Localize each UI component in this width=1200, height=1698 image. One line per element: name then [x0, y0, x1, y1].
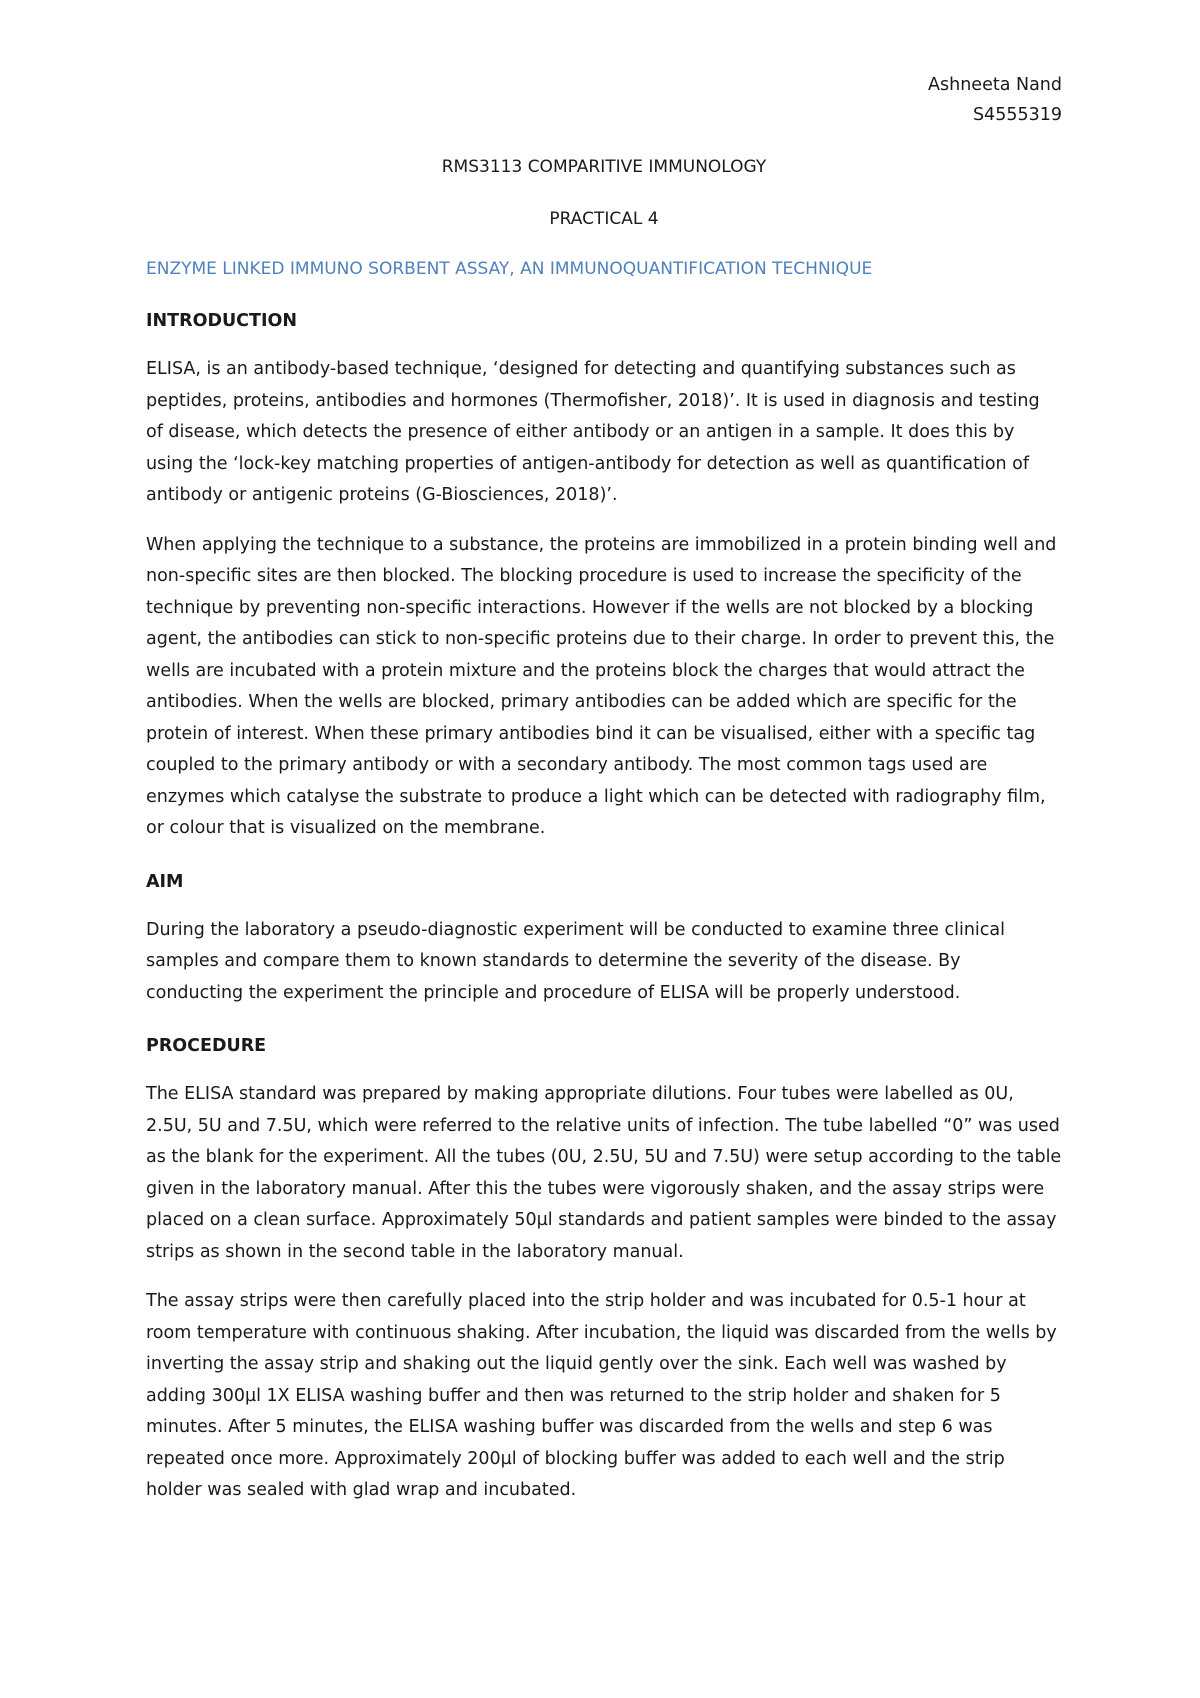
- course-title: RMS3113 COMPARITIVE IMMUNOLOGY: [441, 157, 767, 177]
- practical-number: PRACTICAL 4: [549, 209, 659, 229]
- intro-paragraph: ELISA, is an antibody-based technique, ‘designed for detecting and quantifying substances such as peptides, proteins, antibodies and hormones (Thermofisher, 2018)’. It is used in diagnosis and testing of disease, which detects the presence of either antibody or an antigen in a sample. It does this by using the ‘lock-key matching properties of antigen-antibody for detection as well as quantification of antibody or antigenic proteins (G-Biosciences, 2018)’.: [146, 359, 1040, 505]
- document-body: [146, 70, 1062, 1507]
- aim-paragraph: During the laboratory a pseudo-diagnostic experiment will be conducted to examine three clinical samples and compare them to known standards to determine the severity of the disease. By conducting the experiment the principle and procedure of ELISA will be properly understood.: [146, 919, 1006, 1003]
- heading-aim: AIM: [146, 871, 184, 892]
- heading-introduction: INTRODUCTION: [146, 311, 297, 331]
- heading-procedure: PROCEDURE: [146, 1036, 267, 1056]
- procedure-paragraph: The assay strips were then carefully placed into the strip holder and was incubated for 0.5-1 hour at room temperature with continuous shaking. After incubation, the liquid was discarded from the wells by inverting the assay strip and shaking out the liquid gently over the sink. Each well was washed by adding 300µl 1X ELISA washing buffer and then was returned to the strip holder and shaken for 5 minutes. After 5 minutes, the ELISA washing buffer was discarded from the wells and step 6 was repeated once more. Approximately 200µl of blocking buffer was added to each well and the strip holder was sealed with glad wrap and incubated.: [146, 1291, 1057, 1500]
- procedure-paragraph: The ELISA standard was prepared by making appropriate dilutions. Four tubes were labelled as 0U, 2.5U, 5U and 7.5U, which were referred to the relative units of infection. The tube labelled “0” was used as the blank for the experiment. All the tubes (0U, 2.5U, 5U and 7.5U) were setup according to the table given in the laboratory manual. After this the tubes were vigorously shaken, and the assay strips were placed on a clean surface. Approximately 50µl standards and patient samples were binded to the assay strips as shown in the second table in the laboratory manual.: [146, 1084, 1062, 1262]
- student-id: S4555319: [972, 105, 1062, 125]
- intro-paragraph: When applying the technique to a substance, the proteins are immobilized in a protein binding well and non-specific sites are then blocked. The blocking procedure is used to increase the specificity of the technique by preventing non-specific interactions. However if the wells are not blocked by a blocking agent, the antibodies can stick to non-specific proteins due to their charge. In order to prevent this, the wells are incubated with a protein mixture and the proteins block the charges that would attract the antibodies. When the wells are blocked, primary antibodies can be added which are specific for the protein of interest. When these primary antibodies bind it can be visualised, either with a specific tag coupled to the primary antibody or with a secondary antibody. The most common tags used are enzymes which catalyse the substrate to produce a light which can be detected with radiography film, or colour that is visualized on the membrane.: [146, 534, 1057, 838]
- document-title: ENZYME LINKED IMMUNO SORBENT ASSAY, AN IMMUNOQUANTIFICATION TECHNIQUE: [146, 259, 873, 279]
- author-name: Ashneeta Nand: [928, 75, 1062, 95]
